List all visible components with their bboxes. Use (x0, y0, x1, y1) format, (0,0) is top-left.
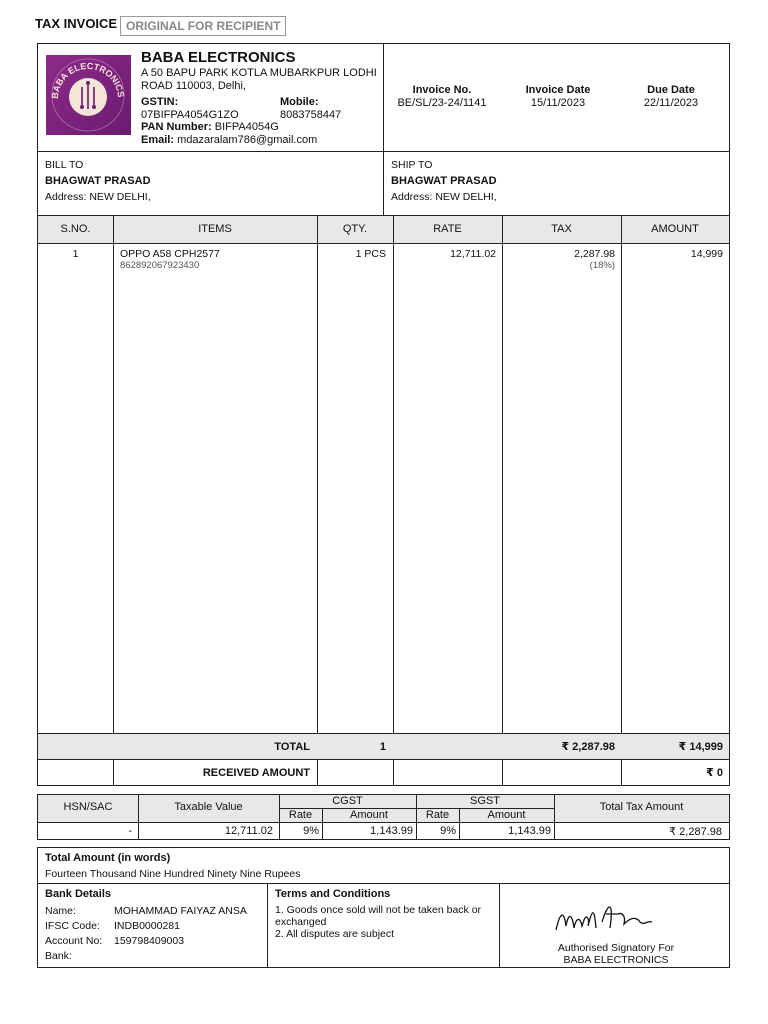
document-title: TAX INVOICE (35, 16, 118, 31)
account-value: 159798409003 (114, 935, 185, 947)
col-divider (502, 216, 503, 760)
item-name: OPPO A58 CPH2577 (120, 248, 220, 260)
bill-to-name: BHAGWAT PRASAD (45, 175, 151, 187)
company-address: A 50 BAPU PARK KOTLA MUBARKPUR LODHI ROAD 110003, Delhi, (141, 67, 377, 92)
amount-in-words (37, 847, 730, 883)
email-label: Email: (141, 134, 175, 146)
email (141, 134, 317, 146)
item-tax (502, 248, 615, 271)
company-name: BABA ELECTRONICS (141, 49, 296, 66)
parties-section (38, 152, 729, 216)
received-row (38, 760, 729, 786)
col-sno: S.NO. (60, 223, 91, 235)
seller-block (38, 44, 384, 151)
pan-label: PAN Number: (141, 121, 212, 133)
cgst-rate-header: Rate (288, 809, 313, 821)
sgst-rate-header: Rate (425, 809, 450, 821)
amount-words-value: Fourteen Thousand Nine Hundred Ninety Nine Rupees (45, 868, 301, 880)
invoice-number-label: Invoice No. (412, 84, 472, 96)
bank-details-label: Bank Details (45, 888, 112, 900)
invoice-header (38, 44, 729, 152)
invoice-number (387, 84, 497, 109)
col-divider (502, 760, 503, 786)
taxable-value: 12,711.02 (224, 825, 273, 837)
total-label: TOTAL (274, 741, 310, 753)
bill-to (38, 152, 384, 215)
col-tax: TAX (551, 223, 572, 235)
gstin-value: 07BIFPA4054G1ZO (141, 109, 239, 121)
col-divider (621, 216, 622, 760)
invoice-date-label: Invoice Date (525, 84, 591, 96)
mobile-label: Mobile: (280, 96, 319, 108)
col-divider (113, 216, 114, 760)
ship-to-label: SHIP TO (391, 159, 433, 171)
ifsc-label: IFSC Code: (45, 920, 100, 932)
col-qty: QTY. (342, 223, 368, 235)
pan-number (141, 121, 279, 133)
ifsc-row (45, 920, 180, 932)
cgst-amount: 1,143.99 (370, 825, 413, 837)
account-label: Account No: (45, 935, 103, 947)
col-divider (499, 884, 500, 967)
total-tax: ₹ 2,287.98 (561, 741, 615, 753)
invoice-date (508, 84, 608, 109)
company-logo (46, 55, 131, 135)
terms-label: Terms and Conditions (275, 888, 391, 900)
item-rate: 12,711.02 (450, 248, 496, 260)
taxable-header: Taxable Value (174, 801, 243, 813)
cgst-amount-header: Amount (350, 809, 388, 821)
col-divider (317, 760, 318, 786)
total-row (38, 733, 729, 760)
due-date-value: 22/11/2023 (643, 97, 699, 109)
bank-name-label: Name: (45, 905, 76, 917)
due-date (621, 84, 721, 109)
received-amount: ₹ 0 (706, 767, 723, 779)
col-rate: RATE (433, 223, 462, 235)
signatory-line-1: Authorised Signatory For (557, 942, 675, 954)
col-divider (393, 216, 394, 760)
items-table-header (38, 216, 729, 244)
ship-to-name: BHAGWAT PRASAD (391, 175, 497, 187)
received-label: RECEIVED AMOUNT (202, 767, 310, 779)
svg-text:BABA ELECTRONICS: BABA ELECTRONICS (49, 60, 127, 100)
terms-text (275, 904, 495, 940)
mobile-value: 8083758447 (280, 109, 342, 121)
item-sno: 1 (72, 248, 79, 260)
sgst-amount-header: Amount (487, 809, 526, 821)
invoice-number-value: BE/SL/23-24/1141 (397, 97, 487, 109)
item-amount: 14,999 (690, 248, 723, 260)
item-tax-percent: (18%) (589, 260, 615, 271)
tax-summary-table (37, 794, 730, 840)
copy-type-badge: ORIGINAL FOR RECIPIENT (120, 16, 286, 36)
signature-image (548, 892, 688, 942)
col-divider (317, 216, 318, 760)
col-divider (621, 760, 622, 786)
terms-line-1: 1. Goods once sold will not be taken back or exchanged (275, 904, 482, 928)
authorised-signatory (501, 942, 731, 966)
col-amount: AMOUNT (651, 223, 699, 235)
sgst-amount: 1,143.99 (508, 825, 551, 837)
bill-to-address: Address: NEW DELHI, (45, 191, 151, 203)
col-divider (267, 884, 268, 967)
total-tax-value: ₹ 2,287.98 (669, 826, 722, 838)
bank-name-row (45, 905, 247, 917)
sgst-header: SGST (470, 795, 500, 807)
total-tax-header: Total Tax Amount (599, 801, 684, 813)
ifsc-value: INDB0000281 (114, 920, 180, 932)
bank-name-value: MOHAMMAD FAIYAZ ANSA (114, 905, 247, 917)
row-divider (38, 822, 729, 823)
item-description (120, 248, 315, 271)
item-qty: 1 PCS (355, 248, 386, 260)
col-divider (113, 760, 114, 786)
total-amount: ₹ 14,999 (678, 741, 723, 753)
footer-section (37, 883, 730, 968)
item-code: 862892067923430 (120, 260, 200, 271)
bank-label: Bank: (45, 950, 72, 962)
due-date-label: Due Date (647, 84, 695, 96)
cgst-rate: 9% (303, 825, 319, 837)
item-tax-amount: 2,287.98 (574, 248, 615, 260)
bill-to-label: BILL TO (45, 159, 84, 171)
invoice-frame (37, 43, 730, 786)
bank-row (45, 950, 114, 962)
sgst-rate: 9% (440, 825, 456, 837)
cgst-header: CGST (332, 795, 363, 807)
signatory-line-2: BABA ELECTRONICS (563, 954, 669, 966)
hsn-header: HSN/SAC (63, 801, 113, 813)
invoice-date-value: 15/11/2023 (530, 97, 586, 109)
hsn-value: - (128, 825, 132, 837)
ship-to-address: Address: NEW DELHI, (391, 191, 497, 203)
pan-value: BIFPA4054G (214, 121, 279, 133)
ship-to (384, 152, 729, 215)
account-row (45, 935, 184, 947)
col-items: ITEMS (198, 223, 232, 235)
amount-words-label: Total Amount (in words) (45, 852, 171, 864)
col-divider (393, 760, 394, 786)
terms-line-2: 2. All disputes are subject (275, 928, 395, 940)
gstin-label: GSTIN: (141, 96, 179, 108)
email-value: mdazaralam786@gmail.com (177, 134, 318, 146)
total-qty: 1 (379, 741, 386, 753)
